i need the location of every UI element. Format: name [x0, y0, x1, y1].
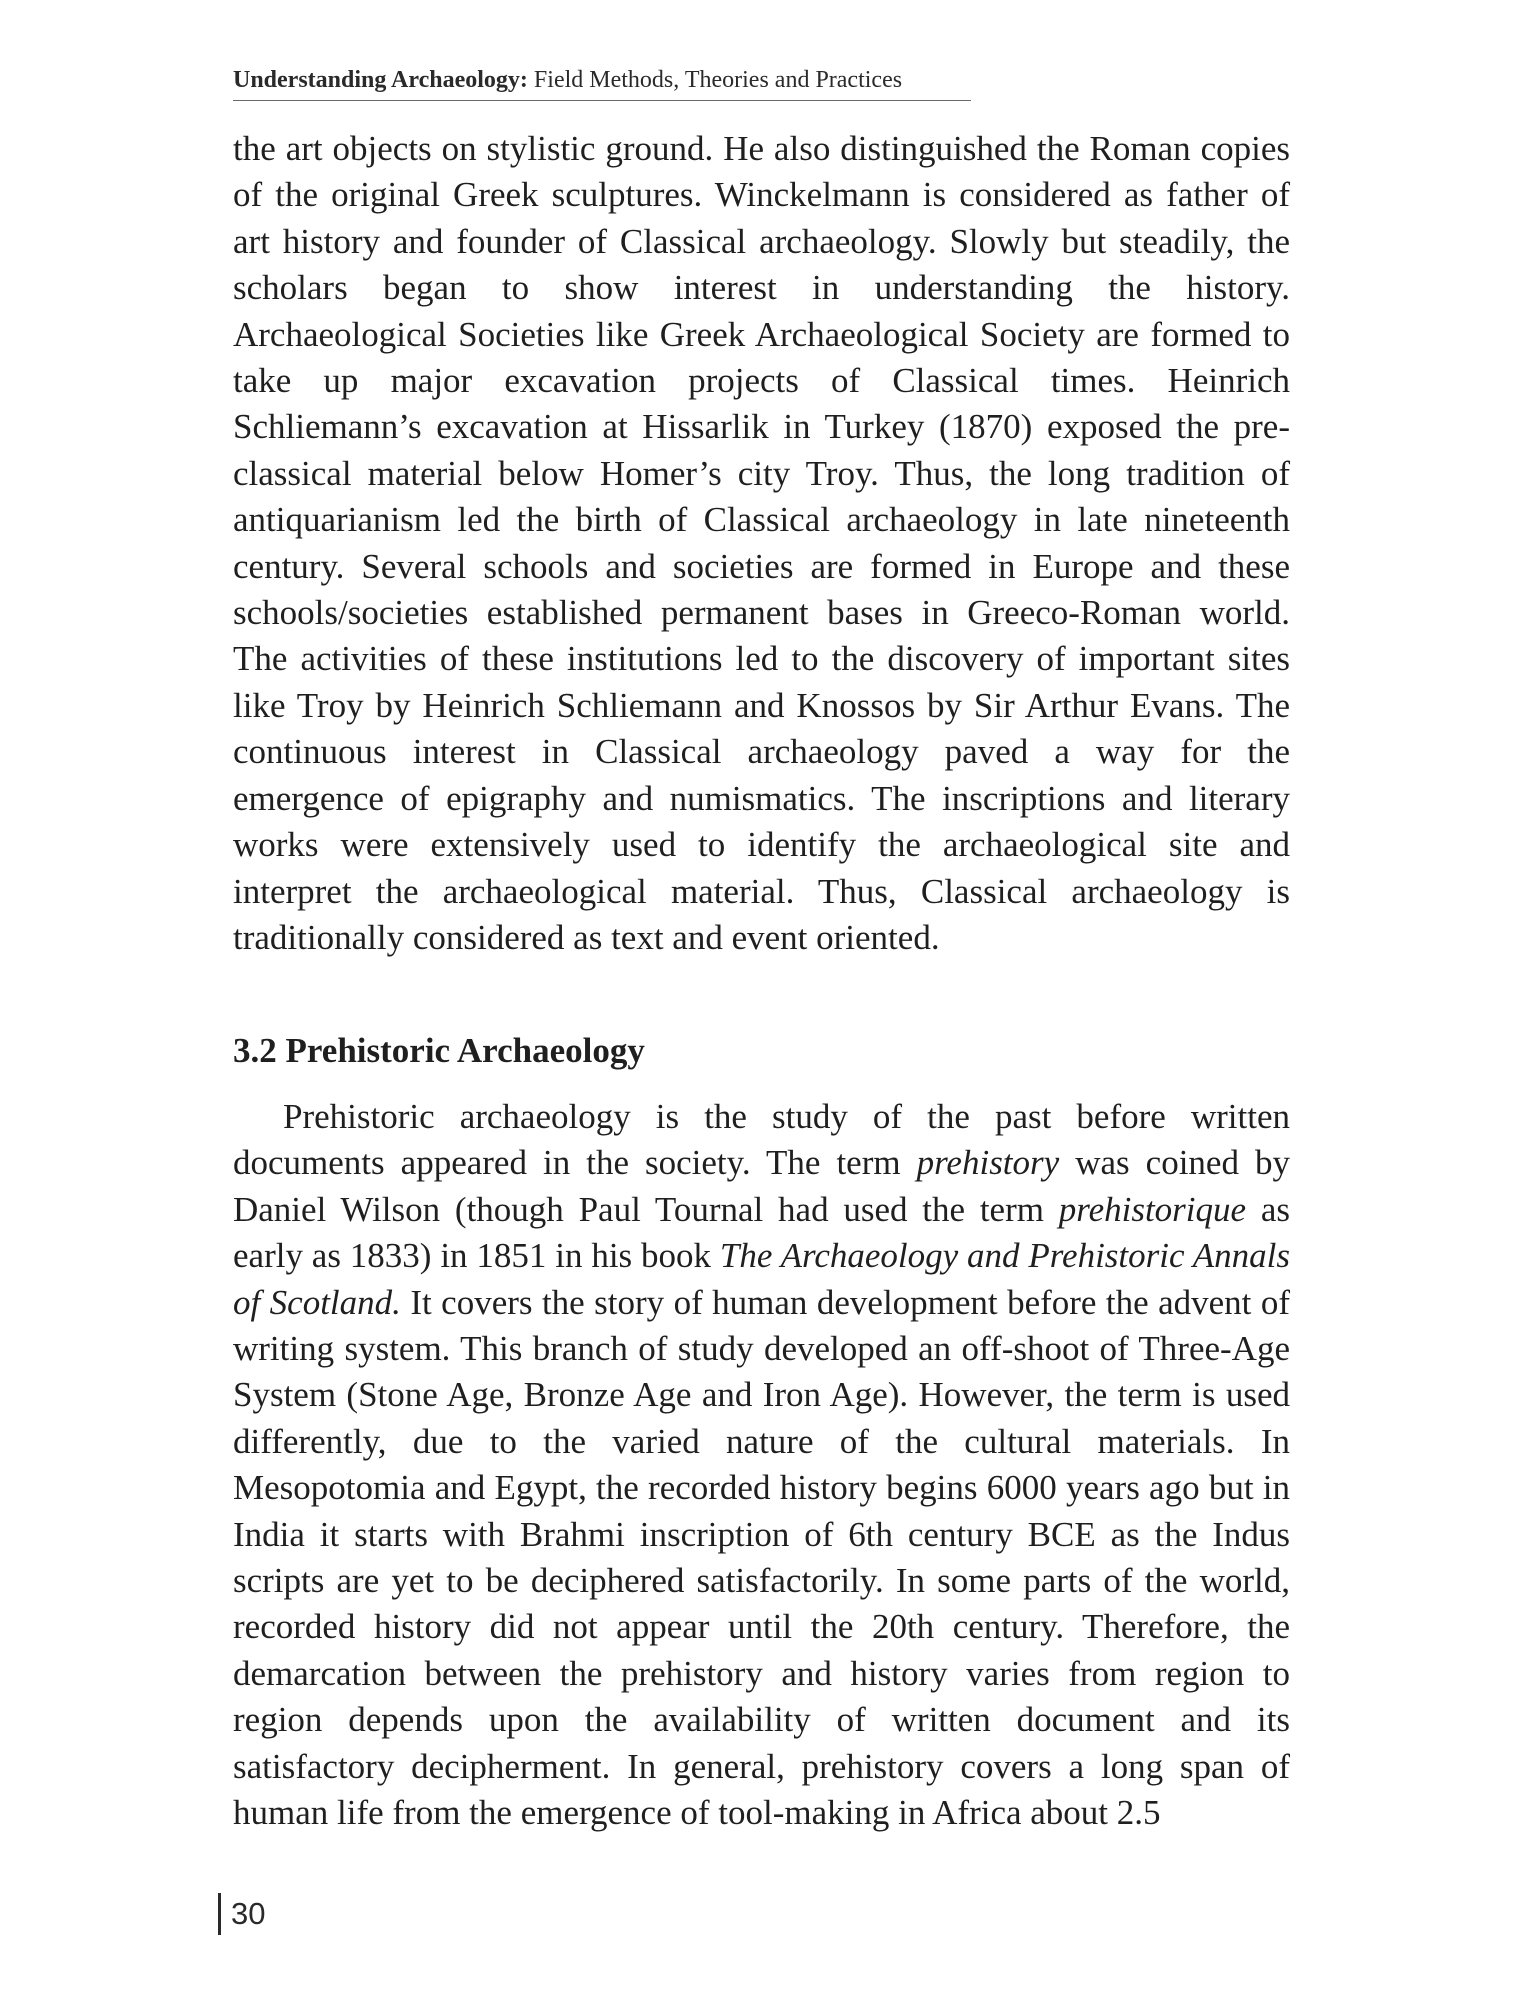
folio-rule — [218, 1893, 221, 1935]
paragraph — [233, 1094, 1290, 1837]
italic-term: prehistorique — [1058, 1189, 1247, 1229]
text-run: as early as 1833) in 1851 in his book — [233, 1189, 1290, 1276]
section-heading: 3.2 Prehistoric Archaeology — [233, 1031, 645, 1070]
page-number: 30 — [231, 1896, 266, 1931]
text-run: Prehistoric archaeology is the study of the past before written documents appeared in the society. The term — [233, 1097, 1290, 1183]
italic-term: prehistory — [916, 1143, 1060, 1183]
book-title: Understanding Archaeology: — [233, 67, 528, 93]
body-text-continued — [233, 126, 1290, 961]
page-footer — [218, 1893, 265, 1935]
text-run: It covers the story of human development before the advent of writing system. This branch of study developed an off-shoot of Three-Age System (Stone Age, Bronze Age and Iron Age). However, the term is used differently, due to the varied nature of the cultural materials. In Mesopotomia and Egypt, the recorded history begins 6000 years ago but in India it starts with Brahmi inscription of 6th century BCE as the Indus scripts are yet to be deciphered satisfactorily. In some parts of the world, recorded history did not appear until the 20th century. Therefore, the demarcation between the prehistory and history varies from region to region depends upon the availability of written document and its satisfactory decipherment. In general, prehistory covers a long span of human life from the emergence of tool-making in Africa about 2.5 — [233, 1282, 1290, 1833]
book-subtitle: Field Methods, Theories and Practices — [533, 67, 903, 93]
text-run: was coined by Daniel Wilson (though Paul Tournal had used the term — [233, 1143, 1290, 1229]
book-title-citation: The Archaeology and Prehistoric Annals of Scotland. — [233, 1236, 1290, 1322]
running-header — [233, 64, 971, 101]
body-text-prehistoric — [233, 1094, 1290, 1837]
paragraph: the art objects on stylistic ground. He also distinguished the Roman copies of the original Greek sculptures. Winckelmann is considered as father of art history and founder of Classical archaeology. Slowly but steadily, the scholars began to show interest in understanding the history. Archaeological Societies like Greek Archaeological Society are formed to take up major excavation projects of Classical times. Heinrich Schliemann’s excavation at Hissarlik in Turkey (1870) exposed the pre-classical material below Homer’s city Troy. Thus, the long tradition of antiquarianism led the birth of Classical archaeology in late nineteenth century. Several schools and societies are formed in Europe and these schools/societies established permanent bases in Greeco-Roman world. The activities of these institutions led to the discovery of important sites like Troy by Heinrich Schliemann and Knossos by Sir Arthur Evans. The continuous interest in Classical archaeology paved a way for the emergence of epigraphy and numismatics. The inscriptions and literary works were extensively used to identify the archaeological site and interpret the archaeological material. Thus, Classical archaeology is traditionally considered as text and event oriented. — [233, 129, 1290, 957]
